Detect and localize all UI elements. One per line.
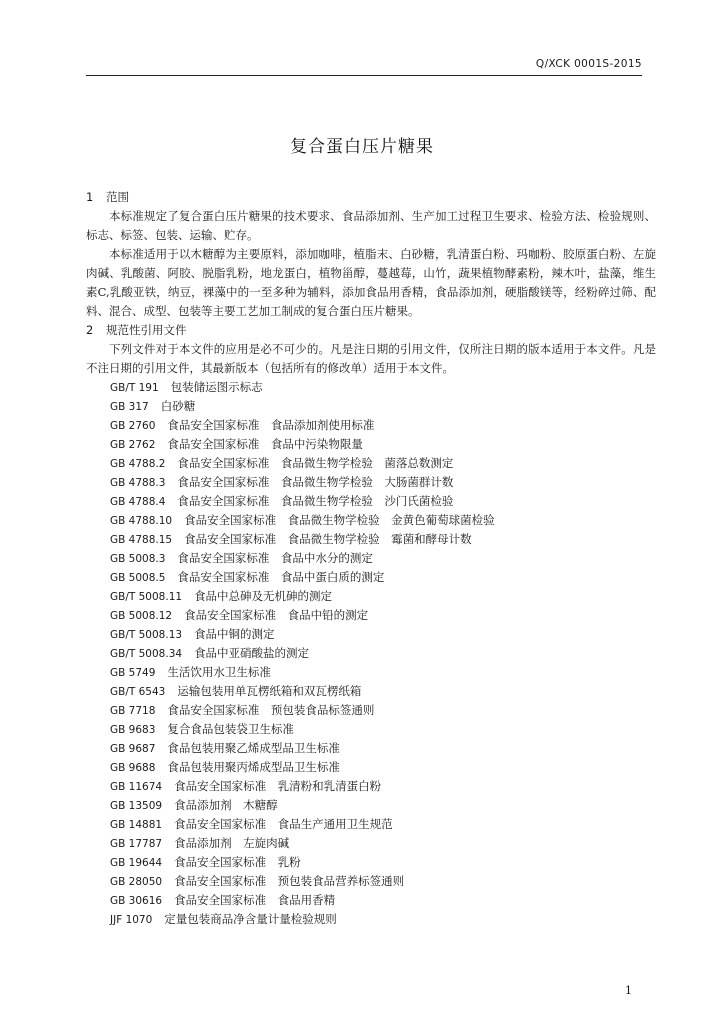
reference-item	[86, 644, 656, 663]
reference-title: 食品中总砷及无机砷的测定	[194, 589, 333, 603]
reference-item	[86, 758, 656, 777]
section-number: 2	[86, 323, 94, 337]
reference-code: GB 13509	[110, 800, 163, 812]
reference-code: GB 4788.10	[110, 515, 173, 527]
reference-code: GB 19644	[110, 857, 163, 869]
reference-code: GB 9687	[110, 743, 156, 755]
document-body	[86, 188, 656, 929]
reference-item	[86, 606, 656, 625]
reference-code: GB 11674	[110, 781, 163, 793]
reference-code: GB 5008.5	[110, 572, 166, 584]
reference-code: GB 2760	[110, 420, 156, 432]
paragraph: 下列文件对于本文件的应用是必不可少的。凡是注日期的引用文件，仅所注日期的版本适用于本文件。凡是不注日期的引用文件，其最新版本（包括所有的修改单）适用于本文件。	[86, 342, 656, 375]
reference-item	[86, 701, 656, 720]
reference-title: 食品添加剂 木糖醇	[174, 798, 278, 812]
reference-item	[86, 435, 656, 454]
reference-code: GB 5008.12	[110, 610, 173, 622]
reference-code: GB 4788.15	[110, 534, 173, 546]
reference-item	[86, 796, 656, 815]
document-title: 复合蛋白压片糖果	[290, 137, 434, 157]
section-heading	[86, 188, 656, 207]
reference-item	[86, 568, 656, 587]
reference-code: GB/T 6543	[110, 686, 166, 698]
paragraph: 本标准规定了复合蛋白压片糖果的技术要求、食品添加剂、生产加工过程卫生要求、检验方法、检验规则、标志、标签、包装、运输、贮存。	[86, 209, 656, 242]
document-code: Q/XCK 0001S-2015	[535, 58, 642, 70]
reference-code: GB 7718	[110, 705, 156, 717]
reference-title: 定量包装商品净含量计量检验规则	[164, 912, 337, 926]
page-number: 1	[625, 984, 632, 997]
reference-code: GB 14881	[110, 819, 163, 831]
reference-item	[86, 910, 656, 929]
reference-list	[86, 378, 656, 929]
reference-item	[86, 473, 656, 492]
reference-item	[86, 663, 656, 682]
reference-code: GB 28050	[110, 876, 163, 888]
reference-title: 食品中铜的测定	[194, 627, 275, 641]
section-scope	[86, 188, 656, 321]
reference-code: GB 9683	[110, 724, 156, 736]
reference-title: 食品添加剂 左旋肉碱	[174, 836, 290, 850]
header-rule	[86, 75, 642, 76]
reference-item	[86, 739, 656, 758]
reference-item	[86, 549, 656, 568]
reference-code: GB 5749	[110, 667, 156, 679]
reference-code: GB 4788.2	[110, 458, 166, 470]
section-normative-references	[86, 321, 656, 929]
reference-title: 食品安全国家标准 食品中水分的测定	[177, 551, 373, 565]
reference-item	[86, 511, 656, 530]
reference-item	[86, 454, 656, 473]
reference-item	[86, 834, 656, 853]
reference-title: 白砂糖	[160, 399, 196, 413]
reference-item	[86, 682, 656, 701]
reference-title: 食品包装用聚乙烯成型品卫生标准	[167, 741, 340, 755]
reference-title: 食品安全国家标准 食品生产通用卫生规范	[174, 817, 393, 831]
section-title: 规范性引用文件	[106, 323, 187, 337]
section-heading	[86, 321, 656, 340]
reference-item	[86, 492, 656, 511]
reference-item	[86, 777, 656, 796]
paragraph: 本标准适用于以木糖醇为主要原料，添加咖啡，植脂末、白砂糖，乳清蛋白粉、玛咖粉、胶原蛋白粉、左旋肉碱、乳酸菌、阿胶、脱脂乳粉，地龙蛋白，植物甾醇，蔓越莓，山竹，蔬果植物酵素粉，辣木叶，盐藻，维生素C,乳酸亚铁，纳豆，裸藻中的一至多种为辅料，添加食品用香精，食品添加剂，硬脂酸镁等，经粉碎过筛、配料、混合、成型、包装等主要工艺加工制成的复合蛋白压片糖果。	[86, 247, 656, 318]
section-title: 范围	[106, 190, 129, 204]
reference-code: GB/T 5008.13	[110, 629, 183, 641]
reference-title: 食品安全国家标准 食品微生物学检验 霉菌和酵母计数	[184, 532, 472, 546]
reference-item	[86, 872, 656, 891]
reference-title: 运输包装用单瓦楞纸箱和双瓦楞纸箱	[177, 684, 362, 698]
reference-code: GB/T 191	[110, 382, 159, 394]
reference-title: 食品安全国家标准 食品中蛋白质的测定	[177, 570, 385, 584]
reference-code: GB/T 5008.34	[110, 648, 183, 660]
reference-code: GB 2762	[110, 439, 156, 451]
reference-code: GB 9688	[110, 762, 156, 774]
reference-code: JJF 1070	[110, 914, 153, 926]
reference-title: 食品安全国家标准 食品添加剂使用标准	[167, 418, 375, 432]
reference-code: GB 17787	[110, 838, 163, 850]
reference-item	[86, 397, 656, 416]
reference-item	[86, 891, 656, 910]
reference-code: GB 5008.3	[110, 553, 166, 565]
reference-title: 食品安全国家标准 食品微生物学检验 沙门氏菌检验	[177, 494, 454, 508]
reference-code: GB 4788.3	[110, 477, 166, 489]
reference-title: 生活饮用水卫生标准	[167, 665, 271, 679]
section-number: 1	[86, 190, 94, 204]
reference-title: 食品安全国家标准 食品用香精	[174, 893, 336, 907]
reference-code: GB 30616	[110, 895, 163, 907]
reference-code: GB 4788.4	[110, 496, 166, 508]
reference-title: 食品中亚硝酸盐的测定	[194, 646, 310, 660]
reference-title: 食品安全国家标准 预包装食品营养标签通则	[174, 874, 405, 888]
reference-title: 包装储运图示标志	[170, 380, 263, 394]
reference-code: GB/T 5008.11	[110, 591, 183, 603]
reference-title: 食品包装用聚丙烯成型品卫生标准	[167, 760, 340, 774]
reference-item	[86, 853, 656, 872]
reference-title: 食品安全国家标准 食品微生物学检验 金黄色葡萄球菌检验	[184, 513, 495, 527]
reference-item	[86, 587, 656, 606]
reference-item	[86, 720, 656, 739]
reference-title: 食品安全国家标准 预包装食品标签通则	[167, 703, 375, 717]
reference-item	[86, 416, 656, 435]
reference-title: 食品安全国家标准 乳粉	[174, 855, 301, 869]
reference-item	[86, 815, 656, 834]
reference-title: 食品安全国家标准 食品中铅的测定	[184, 608, 369, 622]
reference-code: GB 317	[110, 401, 149, 413]
reference-item	[86, 625, 656, 644]
reference-item	[86, 378, 656, 397]
reference-title: 食品安全国家标准 食品微生物学检验 菌落总数测定	[177, 456, 454, 470]
reference-item	[86, 530, 656, 549]
reference-title: 复合食品包装袋卫生标准	[167, 722, 294, 736]
reference-title: 食品安全国家标准 食品中污染物限量	[167, 437, 363, 451]
reference-title: 食品安全国家标准 乳清粉和乳清蛋白粉	[174, 779, 382, 793]
reference-title: 食品安全国家标准 食品微生物学检验 大肠菌群计数	[177, 475, 454, 489]
